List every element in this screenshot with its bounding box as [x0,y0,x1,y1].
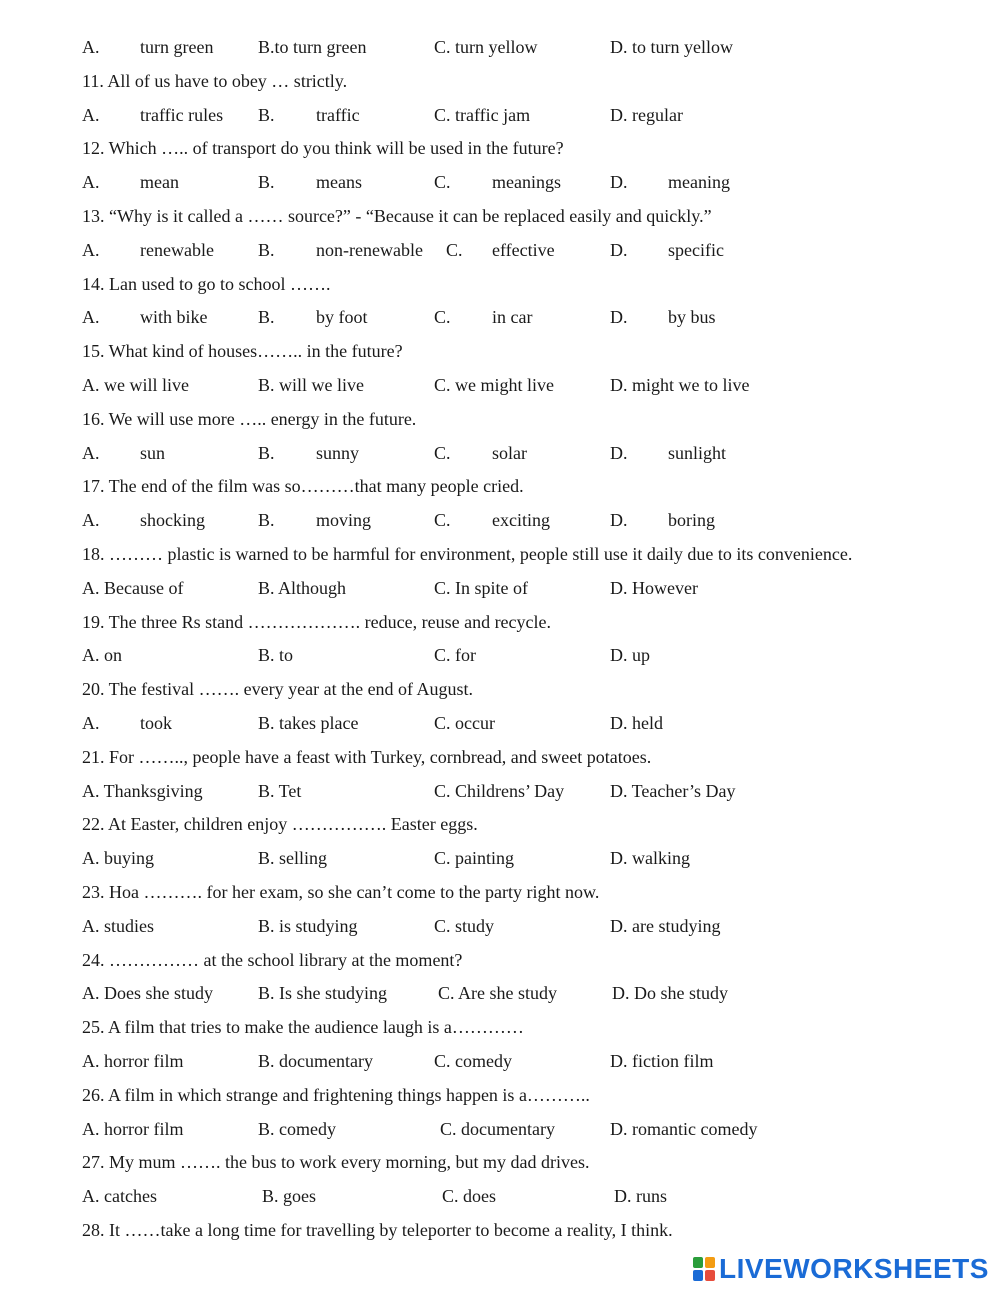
option-text: solar [492,442,527,463]
question-text: 27. My mum ……. the bus to work every morning, but my dad drives. [82,1152,590,1173]
answer-options [82,1118,982,1140]
question-text: 24. …………… at the school library at the moment? [82,949,463,970]
question-text: 12. Which ….. of transport do you think will be used in the future? [82,138,564,159]
option-text: B. [258,442,275,463]
option-text: A. we will live [82,375,189,395]
option-text: C. [434,307,451,328]
option-text: C. [434,172,451,193]
option-text: B. will we live [258,375,364,395]
option-text: B. Although [258,577,347,598]
option-text: B. comedy [258,1118,336,1139]
option-text: B. [258,172,275,193]
option-text: C. comedy [434,1051,512,1071]
option-text: D. Do she study [612,983,728,1004]
option-text: B. Tet [258,780,302,801]
option-text: A. studies [82,915,154,936]
option-text: D. [610,239,628,260]
option-text: C. occur [434,713,495,733]
option-text: D. [610,510,628,531]
option-text: meaning [668,172,730,193]
option-text: A. [82,37,100,57]
option-text: C. [434,510,451,531]
option-text: D. [610,307,628,328]
option-text: A. [82,510,100,531]
option-text: A. horror film [82,1118,184,1139]
question-text: 28. It ……take a long time for travelling by teleporter to become a reality, I think. [82,1220,673,1240]
option-text: A. [82,104,100,125]
option-text: D. Teacher’s Day [610,780,736,801]
liveworksheets-logo [693,1254,989,1284]
answer-options [82,847,982,869]
option-text: in car [492,307,533,328]
answer-options [82,171,982,193]
option-text: B. [258,510,275,531]
option-text: C. documentary [440,1118,555,1139]
option-text: C. Childrens’ Day [434,780,565,801]
question-text: 18. ……… plastic is warned to be harmful for environment, people still use it daily due to its convenience. [82,544,853,564]
question-text: 13. “Why is it called a …… source?” - “Because it can be replaced easily and quickly.” [82,206,712,226]
option-text: C. [434,442,451,463]
option-text: boring [668,510,715,531]
option-text: C. turn yellow [434,37,538,57]
answer-options [82,780,982,802]
question-text: 25. A film that tries to make the audience laugh is a………… [82,1017,524,1038]
option-text: C. does [442,1186,496,1207]
option-text: shocking [140,510,205,531]
option-text: C. traffic jam [434,104,531,125]
option-text: C. Are she study [438,983,557,1004]
option-text: C. painting [434,848,514,869]
option-text: C. [446,239,463,260]
answer-options [82,577,982,599]
option-text: mean [140,172,179,193]
option-text: renewable [140,239,214,260]
option-text: A. [82,307,100,328]
option-text: means [316,172,362,193]
option-text: D. walking [610,848,690,869]
question-text: 11. All of us have to obey … strictly. [82,70,348,91]
option-text: C. In spite of [434,577,528,598]
option-text: C. study [434,915,495,936]
option-text: effective [492,239,555,260]
option-text: A. horror film [82,1051,184,1071]
option-text: D. [610,442,628,463]
option-text: sunny [316,442,360,463]
option-text: B. selling [258,848,328,869]
option-text: traffic [316,104,360,125]
option-text: C. we might live [434,375,554,395]
question-text: 21. For …….., people have a feast with Turkey, cornbread, and sweet potatoes. [82,746,652,767]
answer-options [82,374,982,396]
option-text: D. runs [614,1186,667,1207]
question-text: 19. The three Rs stand ………………. reduce, reuse and recycle. [82,611,552,632]
option-text: exciting [492,510,550,531]
option-text: B.to turn green [258,37,367,57]
option-text: non-renewable [316,239,423,260]
option-text: A. Thanksgiving [82,780,203,801]
question-text: 16. We will use more ….. energy in the future. [82,408,417,429]
liveworksheets-icon [693,1257,715,1281]
option-text: A. on [82,645,122,666]
option-text: turn green [140,37,214,57]
option-text: by bus [668,307,716,328]
option-text: A. [82,239,100,260]
option-text: A. [82,172,100,193]
answer-options [82,712,982,734]
option-text: A. catches [82,1186,157,1207]
answer-options [82,509,982,531]
option-text: B. [258,307,275,328]
option-text: D. romantic comedy [610,1118,758,1139]
option-text: D. might we to live [610,375,750,395]
option-text: took [140,713,173,733]
option-text: B. [258,239,275,260]
question-text: 14. Lan used to go to school ……. [82,273,331,294]
option-text: A. [82,713,100,733]
option-text: B. goes [262,1186,316,1207]
answer-options [82,982,982,1004]
option-text: D. to turn yellow [610,37,733,57]
answer-options [82,104,982,126]
option-text: sun [140,442,166,463]
answer-options [82,915,982,937]
option-text: meanings [492,172,561,193]
answer-options [82,644,982,666]
option-text: A. Because of [82,577,184,598]
option-text: D. However [610,577,698,598]
option-text: B. takes place [258,713,359,733]
option-text: moving [316,510,372,531]
option-text: by foot [316,307,368,328]
option-text: C. for [434,645,476,666]
answer-options [82,36,982,58]
option-text: A. buying [82,848,154,869]
option-text: B. Is she studying [258,983,388,1004]
option-text: B. [258,104,275,125]
option-text: B. to [258,645,294,666]
question-text: 26. A film in which strange and frightening things happen is a……….. [82,1084,590,1105]
option-text: traffic rules [140,104,224,125]
answer-options [82,1185,982,1207]
question-text: 22. At Easter, children enjoy ……………. Easter eggs. [82,814,478,835]
option-text: sunlight [668,442,727,463]
option-text: D. fiction film [610,1051,714,1071]
question-text: 17. The end of the film was so………that many people cried. [82,476,524,497]
question-text: 15. What kind of houses…….. in the future? [82,341,403,362]
question-text: 20. The festival ……. every year at the end of August. [82,679,474,700]
question-text: 23. Hoa ………. for her exam, so she can’t come to the party right now. [82,882,600,902]
option-text: A. Does she study [82,983,213,1004]
answer-options [82,306,982,328]
option-text: D. [610,172,628,193]
option-text: specific [668,239,724,260]
option-text: D. regular [610,104,683,125]
option-text: with bike [140,307,208,328]
option-text: D. held [610,713,663,733]
option-text: D. are studying [610,915,721,936]
option-text: B. documentary [258,1051,373,1071]
logo-text: LIVEWORKSHEETS [719,1253,989,1284]
option-text: B. is studying [258,915,358,936]
option-text: D. up [610,645,650,666]
answer-options [82,239,982,261]
option-text: A. [82,442,100,463]
answer-options [82,442,982,464]
answer-options [82,1050,982,1072]
